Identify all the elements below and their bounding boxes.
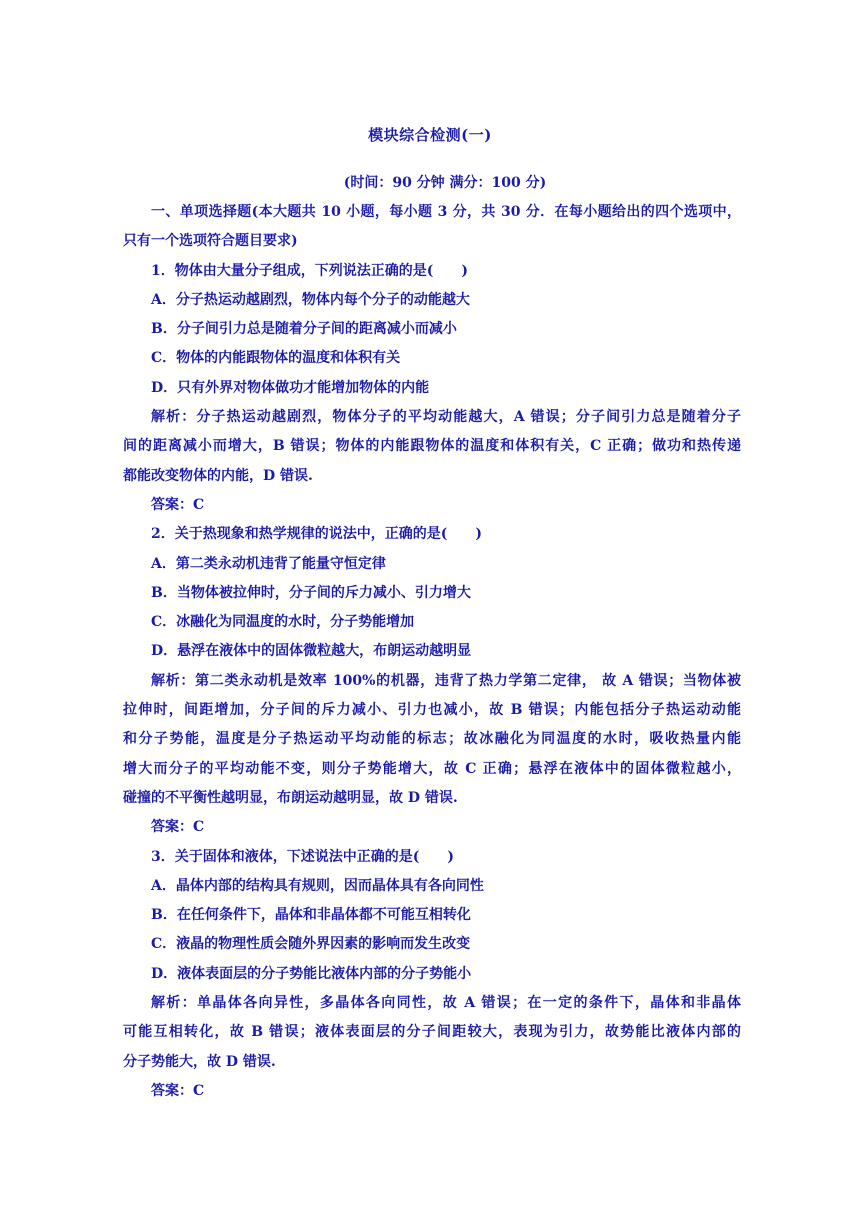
question-option: D．只有外界对物体做功才能增加物体的内能 <box>151 379 430 396</box>
question-block-3 <box>123 843 741 1107</box>
analysis-line: 可能互相转化，故 B 错误；液体表面层的分子间距较大，表现为引力，故势能比液体内部的 <box>123 1024 741 1041</box>
answer-line: 答案：C <box>151 819 205 836</box>
question-option: B．当物体被拉伸时，分子间的斥力减小、引力增大 <box>151 584 471 601</box>
question-option: D．液体表面层的分子势能比液体内部的分子势能小 <box>151 965 472 982</box>
document-body <box>123 198 741 1106</box>
answer-line: 答案：C <box>151 496 205 513</box>
question-option: A．分子热运动越剧烈，物体内每个分子的动能越大 <box>151 291 470 308</box>
question-block-1 <box>123 257 741 521</box>
analysis-line: 增大而分子的平均动能不变，则分子势能增大，故 C 正确；悬浮在液体中的固体微粒越小， <box>123 760 741 777</box>
analysis-line: 解析：单晶体各向异性，多晶体各向同性，故 A 错误；在一定的条件下，晶体和非晶体 <box>151 995 741 1012</box>
analysis-line: 都能改变物体的内能，D 错误. <box>123 467 313 484</box>
analysis-line: 间的距离减小而增大，B 错误；物体的内能跟物体的温度和体积有关，C 正确；做功和热传递 <box>123 438 741 455</box>
question-stem: 1．物体由大量分子组成，下列说法正确的是( ) <box>151 262 468 279</box>
question-block-2 <box>123 520 741 842</box>
analysis-line: 解析：第二类永动机是效率 100%的机器，违背了热力学第二定律， 故 A 错误；当物体被 <box>151 672 741 689</box>
question-option: C．液晶的物理性质会随外界因素的影响而发生改变 <box>151 936 471 953</box>
question-option: C．物体的内能跟物体的温度和体积有关 <box>151 350 401 367</box>
analysis-line: 解析：分子热运动越剧烈，物体分子的平均动能越大，A 错误；分子间引力总是随着分子 <box>151 409 741 426</box>
question-stem: 3．关于固体和液体，下述说法中正确的是( ) <box>151 848 454 865</box>
question-option: A．第二类永动机违背了能量守恒定律 <box>151 555 386 572</box>
analysis-line: 拉伸时，间距增加，分子间的斥力减小、引力也减小，故 B 错误；内能包括分子热运动动能 <box>123 702 741 719</box>
analysis-line: 和分子势能，温度是分子热运动平均动能的标志；故冰融化为同温度的水时，吸收热量内能 <box>123 731 741 748</box>
question-option: D．悬浮在液体中的固体微粒越大，布朗运动越明显 <box>151 643 472 660</box>
page-title: 模块综合检测(一) <box>368 126 492 144</box>
analysis-line: 碰撞的不平衡性越明显，布朗运动越明显，故 D 错误. <box>123 789 458 806</box>
question-option: A．晶体内部的结构具有规则，因而晶体具有各向同性 <box>151 877 484 894</box>
question-option: C．冰融化为同温度的水时，分子势能增加 <box>151 614 415 631</box>
section-heading-line-1: 一、单项选择题(本大题共 10 小题，每小题 3 分，共 30 分．在每小题给出的四个选项中， <box>151 204 741 220</box>
question-stem: 2．关于热现象和热学规律的说法中，正确的是( ) <box>151 526 482 543</box>
answer-line: 答案：C <box>151 1082 205 1099</box>
analysis-line: 分子势能大，故 D 错误. <box>123 1053 276 1070</box>
question-option: B．分子间引力总是随着分子间的距离减小而减小 <box>151 321 457 338</box>
section-heading-line-2: 只有一个选项符合题目要求) <box>123 233 298 250</box>
page-subtitle: (时间：90 分钟 满分：100 分) <box>343 175 547 191</box>
question-option: B．在任何条件下，晶体和非晶体都不可能互相转化 <box>151 907 471 924</box>
